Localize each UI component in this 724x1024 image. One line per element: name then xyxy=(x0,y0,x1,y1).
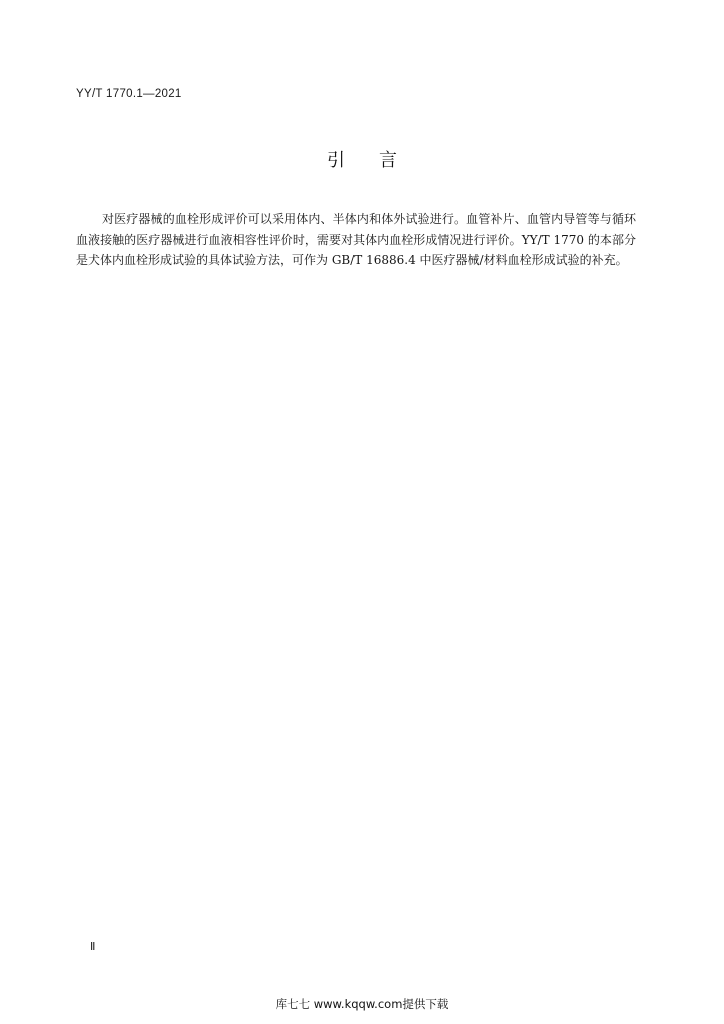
body-paragraph: 对医疗器械的血栓形成评价可以采用体内、半体内和体外试验进行。血管补片、血管内导管等与循环血液接触的医疗器械进行血液相容性评价时，需要对其体内血栓形成情况进行评价。YY/T 1770 的本部分是犬体内血栓形成试验的具体试验方法，可作为 GB/T 16886.4 中医疗器械/材料血栓形成试验的补充。 xyxy=(76,212,636,267)
section-title: 引言 xyxy=(327,150,431,171)
standard-code: YY/T 1770.1—2021 xyxy=(76,88,182,100)
page-number: Ⅱ xyxy=(90,941,96,953)
download-watermark: 库七七 www.kqqw.com提供下载 xyxy=(275,997,449,1011)
